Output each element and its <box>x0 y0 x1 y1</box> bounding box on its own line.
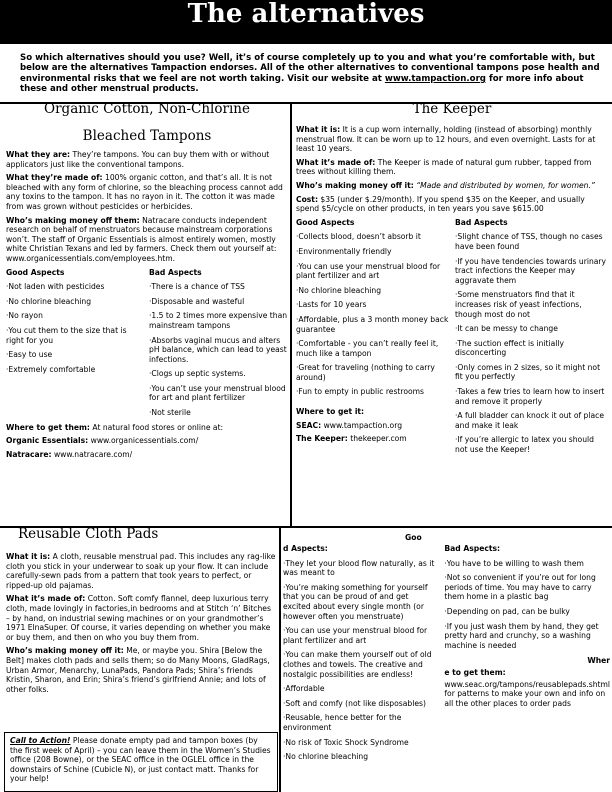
pads-bad-heading: Bad Aspects: <box>444 544 501 553</box>
pads-aspects <box>283 533 610 792</box>
natracare-link[interactable]: Natracare: www.natracare.com/ <box>6 449 133 459</box>
upper-column-divider <box>290 102 292 526</box>
pads-money: Who’s making money off it: Me, or maybe you. Shira [Below the Belt] makes cloth pads and sells them; so do Many Moons, GladRags, Urban Armor, Menarchy, LunaPads, Pandora Pads; Shira’s friends Kristin, Sharon, and Erin; Shira’s friend’s girlfriend Annie; and lots of other folks. <box>6 646 270 694</box>
keeper-cost: Cost: $35 (under $.29/month). If you spend $35 on the Keeper, and usually spend $5/cycle on other products, in ten years you save $615.00 <box>296 194 585 214</box>
list-item: ·Reusable, hence better for the environment <box>283 713 402 732</box>
call-to-action-box <box>4 732 278 792</box>
pads-bad-list <box>444 544 610 767</box>
pads-made: What it’s made of: Cotton. Soft comfy flannel, deep luxurious terry cloth, made lovingly in factories,in bedrooms and at Stitch ‘n’ Bitches – by hand, on industrial sewing machines or on your grandmother’s 1971 ElnaSuper. Of course, it varies depending on whether you make or buy them, and then on who you buy them from. <box>6 594 271 642</box>
list-item: ·No chlorine bleaching <box>296 285 382 295</box>
list-item: ·Slight chance of TSS, though no cases have been found <box>455 232 603 251</box>
organic-bad-list <box>149 268 288 423</box>
cta-label: Call to Action! <box>10 736 71 745</box>
list-item: ·Comfortable - you can’t really feel it, much like a tampon <box>296 339 439 358</box>
organic-good-list <box>6 268 149 423</box>
list-item: ·Depending on pad, can be bulky <box>444 606 570 616</box>
list-item: ·There is a chance of TSS <box>149 282 245 292</box>
organic-made: What they’re made of: 100% organic cotton, and that’s all. It is not bleached with any form of chlorine, so the bleaching process cannot add any toxins to the tampon. It has no rayon in it. The cotton it was made from was grown without pesticides or herbicides. <box>6 173 283 211</box>
title-banner <box>0 0 612 44</box>
keeper-where-heading: Where to get it: <box>296 407 365 417</box>
keeper-title: The Keeper <box>412 102 492 117</box>
list-item: ·The suction effect is initially disconcerting <box>455 338 564 358</box>
keeper-good-heading: Good Aspects <box>296 217 355 227</box>
list-item: ·If you’re allergic to latex you should not use the Keeper! <box>455 435 594 455</box>
pads-goo-fragment: Goo <box>405 533 422 542</box>
organic-title-line1: Organic Cotton, Non-Chlorine <box>44 102 250 117</box>
keeper-link[interactable]: The Keeper: thekeeper.com <box>296 434 407 444</box>
keeper-what: What it is: It is a cup worn internally, holding (instead of absorbing) monthly menstrual flow. It can be worn up to 12 hours, and even overnight. Lasts for at least 10 years. <box>296 125 596 154</box>
cloth-pads-section <box>6 527 276 731</box>
list-item: ·You can use your menstrual blood for plant fertilizer and art <box>296 261 441 281</box>
organic-what: What they are: They’re tampons. You can buy them with or without applicators just like the conventional tampons. <box>6 150 270 169</box>
list-item: ·Extremely comfortable <box>6 364 96 374</box>
organic-where: Where to get them: At natural food stores or online at: <box>6 422 224 432</box>
pads-where-fragment: Wher <box>587 656 610 666</box>
organic-tampons-section <box>6 102 288 526</box>
seac-link[interactable]: SEAC: www.tampaction.org <box>296 420 403 430</box>
list-item: ·Absorbs vaginal mucus and alters pH balance, which can lead to yeast infections. <box>149 335 287 364</box>
list-item: ·You’re making something for yourself that you can be proud of and get excited about every single month (or however often you menstruate) <box>283 582 428 621</box>
website-link[interactable]: www.tampaction.org <box>384 73 486 84</box>
pads-title: Reusable Cloth Pads <box>18 527 159 542</box>
organic-aspects <box>6 268 288 423</box>
keeper-money: Who’s making money off it: “Made and distributed by women, for women.” <box>296 180 595 190</box>
organic-bad-heading: Bad Aspects <box>149 267 202 277</box>
list-item: ·Not sterile <box>149 408 191 418</box>
keeper-section <box>296 102 608 526</box>
lower-column-divider <box>279 526 281 792</box>
organic-title-line2: Bleached Tampons <box>82 128 212 144</box>
page-title: The alternatives <box>187 0 425 29</box>
keeper-aspects <box>296 218 608 460</box>
keeper-bad-list <box>455 218 608 460</box>
list-item: ·Lasts for 10 years <box>296 300 367 310</box>
list-item: ·Easy to use <box>6 350 53 360</box>
organic-essentials-link[interactable]: Organic Essentials: www.organicessentials.com/ <box>6 436 199 446</box>
keeper-bad-heading: Bad Aspects <box>455 217 508 227</box>
pads-good-heading: d Aspects: <box>283 544 328 553</box>
list-item: ·Environmentally friendly <box>296 246 392 256</box>
list-item: ·Fun to empty in public restrooms <box>296 387 424 397</box>
list-item: ·Affordable <box>283 684 325 694</box>
pads-what: What it is: A cloth, reusable menstrual pad. This includes any rag-like cloth you stick in your underwear to soak up your flow. It can include carefully-sewn pads from a pattern that took years to perfect, or ripped-up old pajamas. <box>6 552 276 590</box>
list-item: ·You can use your menstrual blood for plant fertilizer and art <box>283 626 428 645</box>
list-item: ·It can be messy to change <box>455 324 558 334</box>
list-item: ·1.5 to 2 times more expensive than mainstream tampons <box>149 311 288 330</box>
organic-money: Who’s making money off them: Natracare conducts independent research on behalf of menstruators because mainstream corporations won’t. The staff of Organic Essentials is almost entirely women, mostly white Christian Texans and led by farmers. Check them out yourself at: www.organicessentials.com/employees.htm. <box>6 215 277 263</box>
list-item: ·No chlorine bleaching <box>283 752 369 762</box>
pads-good-list <box>283 544 444 767</box>
list-item: ·No rayon <box>6 311 43 321</box>
list-item: ·Affordable, plus a 3 month money back guarantee <box>296 314 449 334</box>
list-item: ·Great for traveling (nothing to carry around) <box>296 363 435 382</box>
list-item: ·Collects blood, doesn’t absorb it <box>296 232 421 242</box>
list-item: ·Disposable and wasteful <box>149 296 245 306</box>
list-item: ·If you just wash them by hand, they get pretty hard and crunchy, so a washing machine is needed <box>444 621 599 650</box>
list-item: ·A full bladder can knock it out of place and make it leak <box>455 411 604 430</box>
pads-aspects-columns <box>283 544 610 767</box>
intro-text: So which alternatives should you use? Well, it’s of course completely up to you and what you’re comfortable with, but below are the alternatives Tampaction endorses. All of the other alternatives to conventional tampons pose health and environmental risks that we feel are not worth taking. Visit our website at <box>20 53 600 84</box>
organic-good-heading: Good Aspects <box>6 267 65 277</box>
list-item: ·No chlorine bleaching <box>6 296 92 306</box>
list-item: ·No risk of Toxic Shock Syndrome <box>283 737 409 747</box>
list-item: ·Clogs up septic systems. <box>149 369 246 379</box>
list-item: ·You can’t use your menstrual blood for art and plant fertilizer <box>149 383 286 403</box>
list-item: ·Takes a few tries to learn how to insert and remove it properly <box>455 387 605 406</box>
keeper-made: What it’s made of: The Keeper is made of natural gum rubber, tapped from trees without killing them. <box>296 157 592 177</box>
list-item: ·Some menstruators find that it increases risk of yeast infections, though most do not <box>455 290 582 319</box>
list-item: ·They let your blood flow naturally, as it was meant to <box>283 558 435 578</box>
pads-where-heading: e to get them: <box>444 667 506 677</box>
list-item: ·Soft and comfy (not like disposables) <box>283 698 426 708</box>
intro-paragraph <box>20 53 602 95</box>
list-item: ·Not laden with pesticides <box>6 282 105 292</box>
list-item: ·You can make them yourself out of old clothes and towels. The creative and nostalgic possibilities are endless! <box>283 650 432 679</box>
list-item: ·Only comes in 2 sizes, so it might not fit you perfectly <box>455 362 601 382</box>
cta-text: Please donate empty pad and tampon boxes (by the first week of April) – you can leave them in the Women’s Studies office (208 Bowne), or the SEAC office in the OGLEL office in the downstairs of Schine (Cubicle N), or just contact matt. Thanks for your help! <box>10 736 271 784</box>
pads-where-link[interactable]: www.seac.org/tampons/reusablepads.shtml for patterns to make your own and info on all the other places to order pads <box>444 679 610 708</box>
list-item: ·You have to be willing to wash them <box>444 558 584 568</box>
list-item: ·You cut them to the size that is right for you <box>6 325 127 345</box>
keeper-good-list <box>296 218 455 460</box>
list-item: ·If you have tendencies towards urinary tract infections the Keeper may aggravate them <box>455 256 607 285</box>
intro-tail: for more info about these and other menstrual products. <box>20 73 584 95</box>
list-item: ·Not so convenient if you’re out for long periods of time. You may have to carry them home in a plastic bag <box>444 573 596 602</box>
